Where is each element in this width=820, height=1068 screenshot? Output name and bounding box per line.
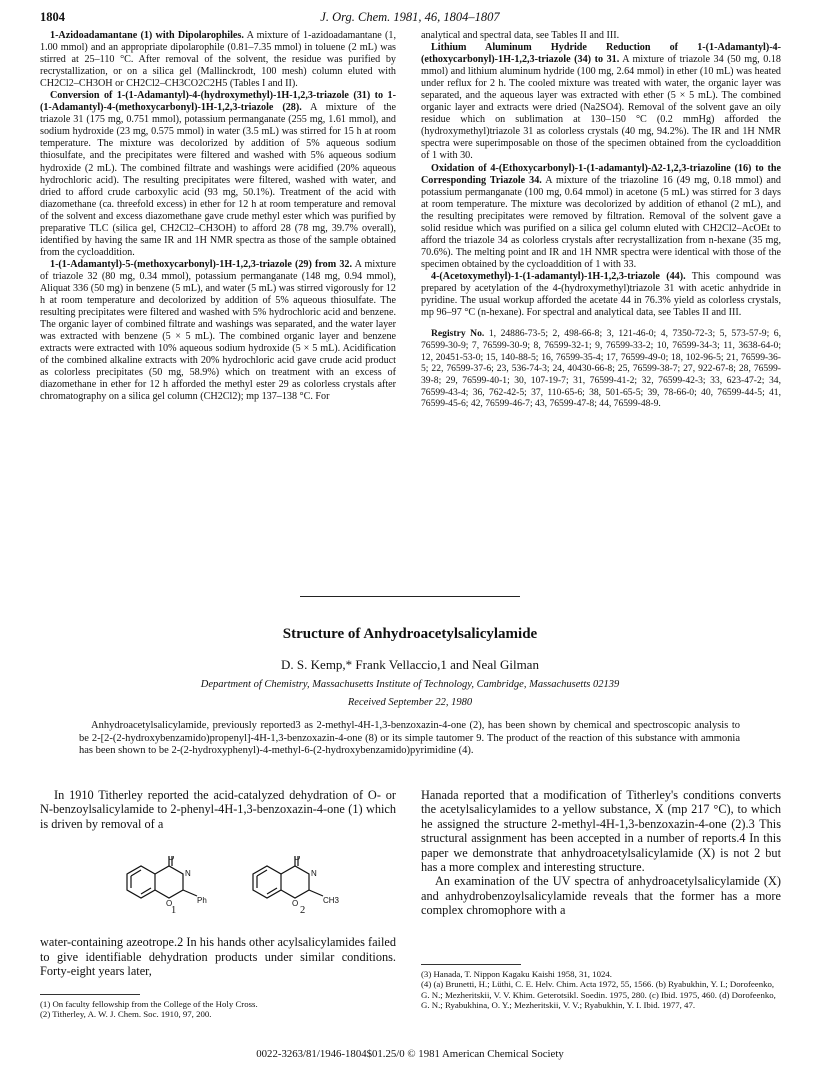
paragraph <box>421 271 781 319</box>
page-number: 1804 <box>40 10 65 24</box>
body-left-top <box>40 788 396 831</box>
paragraph-text: A mixture of the triazole 31 (175 mg, 0.751 mmol), potassium permanganate (255 mg, 1.61 mmol), and sodium hydroxide (23 mg, 0.575 mmol) in water (3.5 mL) was stirred for 15 h at room temperature. The mixture was decolorized by addition of 5% aqueous sodium thiosulfate, and the precipitates were filtered and washed with 5% aqueous sodium hydroxide (2 mL). The combined filtrate and washings were acidified (20% aqueous hydrochloric acid). The resulting precipitates were filtered, washed with water, and dried to afford crude carboxylic acid (93 mg, 50.1%). Treatment of the acid with diazomethane (ca. threefold excess) in ether for 12 h at room temperature and removal of the solvent and excess diazomethane gave crude methyl ester which was purified by preparative TLC (silica gel, CH2Cl2–CH3OH) to afford 28 (78 mg, 39.7% overall), identified by having the same IR and 1H NMR spectra as those of the sample obtained from the cycloaddition. <box>40 102 396 258</box>
footnotes-right <box>421 969 781 1011</box>
received-date: Received September 22, 1980 <box>347 697 473 708</box>
section-heading: Oxidation of 4-(Ethoxycarbonyl)-1-(1-adamantyl)-Δ2-1,2,3-triazoline (16) to the Corresponding Triazole 34. <box>421 162 781 186</box>
article-authors: D. S. Kemp,* Frank Vellaccio,1 and Neal Gilman <box>281 657 539 672</box>
footnote-rule <box>40 994 140 995</box>
copyright-footer: 0022-3263/81/1946-1804$01.25/0 © 1981 American Chemical Society <box>256 1048 564 1060</box>
atom-label: N <box>185 869 191 878</box>
right-column <box>421 30 781 410</box>
benzoxazinone-structures <box>105 856 365 918</box>
paragraph <box>40 259 396 404</box>
paragraph-text: A mixture of triazole 32 (80 mg, 0.34 mmol), potassium permanganate (148 mg, 0.94 mmol), Aliquat 336 (50 mg) in benzene (5 mL), and water (5 mL) was stirred vigorously for 12 h at room temperature and decolorized by addition of 5% aqueous thiosulfate. The resulting precipitates were filtered and washed with 5% hydrochloric acid and benzene. The organic layer of combined filtrate and washings was separated, and the water layer was extracted with benzene (5 × 5 mL). The combined organic layer and benzene extracts were extracted with 10% aqueous sodium hydroxide (5 × 5 mL). Acidification of the combined alkaline extracts with 20% hydrochloric acid gave crude acid product as colorless precipitates (50 mg, 58.9%) which on treatment with an excess of diazomethane in ether for 12 h afforded the methyl ester 29 as colorless crystals after chromatography on a silica gel column (CH2Cl2); mp 137–138 °C. For <box>40 258 396 403</box>
paragraph-text: A mixture of the triazoline 16 (49 mg, 0.18 mmol) and potassium permanganate (100 mg, 0.64 mmol) in acetone (5 mL) was stirred for 3 days at room temperature. The mixture was decolorized by addition of ethanol (2 mL), and the resulting precipitates were removed by filtration. Removal of the solvent gave a solid residue which was purified on a silica gel column eluted with CH2Cl2–AcOEt to afford the triazole 34 as colorless crystals after recrystallization from n-hexane (35 mg, 70.6%). The melting point and IR and 1H NMR spectra were identical with those of the specimen obtained by the cycloaddition of 1 with 33. <box>421 174 781 270</box>
section-divider <box>300 596 520 597</box>
registry-label: Registry No. <box>431 328 485 340</box>
paragraph <box>421 42 781 162</box>
atom-label: O <box>292 899 299 908</box>
paragraph: analytical and spectral data, see Tables II and III. <box>421 30 620 41</box>
atom-label: O <box>166 899 173 908</box>
body-paragraph: Hanada reported that a modification of Titherley's conditions converts the acetylsalicylamides to a yellow substance, X (mp 217 °C), to which he assigned the structure 2-methyl-4H-1,3-benzoxazin-4-one (2).3 This structural assignment has been accepted in a number of reports.4 In this paper we demonstrate that anhydroacetylsalicylamide (X) is not 2 but has a more complex and interesting structure. <box>421 788 781 875</box>
body-paragraph: An examination of the UV spectra of anhydroacetylsalicylamide (X) and anhydrobenzoylsalicylamide reveals that the former has a more complex chromophore with a <box>421 874 781 918</box>
footnote: (2) Titherley, A. W. J. Chem. Soc. 1910, 97, 200. <box>40 1009 212 1020</box>
paragraph <box>40 90 396 259</box>
paragraph-text: A mixture of 1-azidoadamantane (1, 1.00 mmol) and an appropriate dipolarophile (0.81–7.35 mmol) in toluene (2 mL) was stirred at 25–110 °C. After removal of the solvent, the residue was purified by recrystallization, or on a silica gel (Mallinckrodt, 100 mesh) column eluted with CH2Cl2–CH3OH or CH2Cl2–CH3CO2C2H5 (Tables I and II). <box>40 30 396 90</box>
footnote: (1) On faculty fellowship from the College of the Holy Cross. <box>40 999 258 1009</box>
paragraph-text: A mixture of triazole 34 (50 mg, 0.18 mmol) and lithium aluminum hydride (100 mg, 2.64 mmol) in ether (10 mL) was heated under reflux for 2 h. The cooled mixture was treated with water, the organic layer was separated, and the aqueous layer was extracted with ether (5 × 5 mL). The combined organic layer and extracts were dried (Na2SO4). Removal of the solvent gave an oily residue which on sublimation at 130–150 °C (0.2 mmHg) afforded the (hydroxymethyl)triazole 31 as colorless crystals (40 mg, 94.2%). The IR and 1H NMR spectra were superimposable on those of the specimen obtained from the cycloaddition of 1 with 30. <box>421 54 781 162</box>
structure-label: 1 <box>171 905 177 916</box>
registry-numbers <box>421 328 781 410</box>
atom-label: O <box>168 856 175 862</box>
substituent-label: CH3 <box>323 896 340 905</box>
atom-label: N <box>311 869 317 878</box>
section-heading: 4-(Acetoxymethyl)-1-(1-adamantyl)-1H-1,2,3-triazole (44). <box>431 270 686 282</box>
atom-label: O <box>294 856 301 862</box>
structure-label: 2 <box>300 905 306 916</box>
article-title: Structure of Anhydroacetylsalicylamide <box>282 626 538 642</box>
abstract: Anhydroacetylsalicylamide, previously reported3 as 2-methyl-4H-1,3-benzoxazin-4-one (2), has been shown by chemical and spectroscopic analysis to be 2-[2-(2-hydroxybenzamido)propenyl]-4H-1,3-benzoxazin-4-one (8) or its simple tautomer 9. The product of the reaction of this substance with ammonia has been shown to be 2-(2-hydroxyphenyl)-4-methyl-6-(2-hydroxybenzamido)pyrimidine (4). <box>79 720 740 756</box>
body-paragraph: In 1910 Titherley reported the acid-catalyzed dehydration of O- or N-benzoylsalicylamide to 2-phenyl-4H-1,3-benzoxazin-4-one (1) which is driven by removal of a <box>40 788 396 831</box>
paragraph-text: This compound was prepared by acetylation of the 4-(hydroxymethyl)triazole 31 with acetic anhydride in pyridine. The usual workup afforded the acetate 44 in 76.3% yield as colorless crystals, mp 96–97 °C (n-hexane). For spectral and analytical data, see Tables II and III. <box>421 270 781 319</box>
left-column <box>40 30 396 403</box>
body-paragraph: water-containing azeotrope.2 In his hands other acylsalicylamides failed to give identifiable dehydration products under similar conditions. Forty-eight years later, <box>40 935 396 979</box>
substituent-label: Ph <box>197 896 207 905</box>
section-heading: Conversion of 1-(1-Adamantyl)-4-(hydroxymethyl)-1H-1,2,3-triazole (31) to 1-(1-Adamantyl)-4-(methoxycarbonyl)-1H-1,2,3-triazole (28). <box>40 90 396 114</box>
oxazinone-ring-2 <box>281 866 309 898</box>
footnote-rule <box>421 964 521 965</box>
oxazinone-ring-1 <box>155 866 183 898</box>
section-heading: Lithium Aluminum Hydride Reduction of 1-(1-Adamantyl)-4-(ethoxycarbonyl)-1H-1,2,3-triazole (34) to 31. <box>421 42 781 66</box>
body-right <box>421 788 781 918</box>
body-left-bottom <box>40 923 396 991</box>
section-heading: 1-Azidoadamantane (1) with Dipolarophiles. <box>50 30 244 41</box>
footnote: (4) (a) Brunetti, H.; Lüthi, C. E. Helv. Chim. Acta 1972, 55, 1566. (b) Ryabukhin, Y. I.; Dorofeenko, G. N.; Mezheritskii, V. V. Khim. Geterotsikl. Soedin. 1975, 280. (c) Ibid. 1975, 460. (d) Dorofeenko, G. N.; Ryabukhina, O. Y.; Mezheritskii, V. V.; Ryabukhin, Y. I. Ibid. 1977, 47. <box>421 979 776 1011</box>
journal-citation: J. Org. Chem. 1981, 46, 1804–1807 <box>320 10 500 24</box>
footnote: (3) Hanada, T. Nippon Kagaku Kaishi 1958, 31, 1024. <box>421 969 612 979</box>
running-header <box>40 10 780 26</box>
section-heading: 1-(1-Adamantyl)-5-(methoxycarbonyl)-1H-1,2,3-triazole (29) from 32. <box>50 258 352 270</box>
paragraph <box>421 163 781 271</box>
registry-text: 1, 24886-73-5; 2, 498-66-8; 3, 121-46-0; 4, 7350-72-3; 5, 573-57-9; 6, 76599-30-9; 7, 76599-30-9; 8, 76599-32-1; 9, 76599-33-2; 10, 76599-34-3; 11, 3638-64-0; 12, 20451-53-0; 15, 140-88-5; 16, 76599-35-4; 17, 76599-49-0; 18, 102-96-5; 21, 76599-36-5; 22, 76599-37-6; 23, 536-74-3; 24, 40430-66-8; 25, 76599-38-7; 27, 922-67-8; 28, 76599-39-8; 29, 76599-40-1; 30, 107-19-7; 31, 76599-41-2; 32, 76599-42-3; 33, 623-47-2; 34, 76599-43-4; 36, 762-42-5; 37, 110-65-6; 38, 501-65-5; 39, 78-66-0; 40, 76599-44-5; 41, 76599-45-6; 42, 76599-46-7; 43, 76599-47-8; 44, 76599-48-9. <box>421 328 781 410</box>
footnotes-left <box>40 999 396 1020</box>
affiliation: Department of Chemistry, Massachusetts Institute of Technology, Cambridge, Massachusetts 02139 <box>200 679 620 690</box>
paragraph <box>40 30 396 90</box>
